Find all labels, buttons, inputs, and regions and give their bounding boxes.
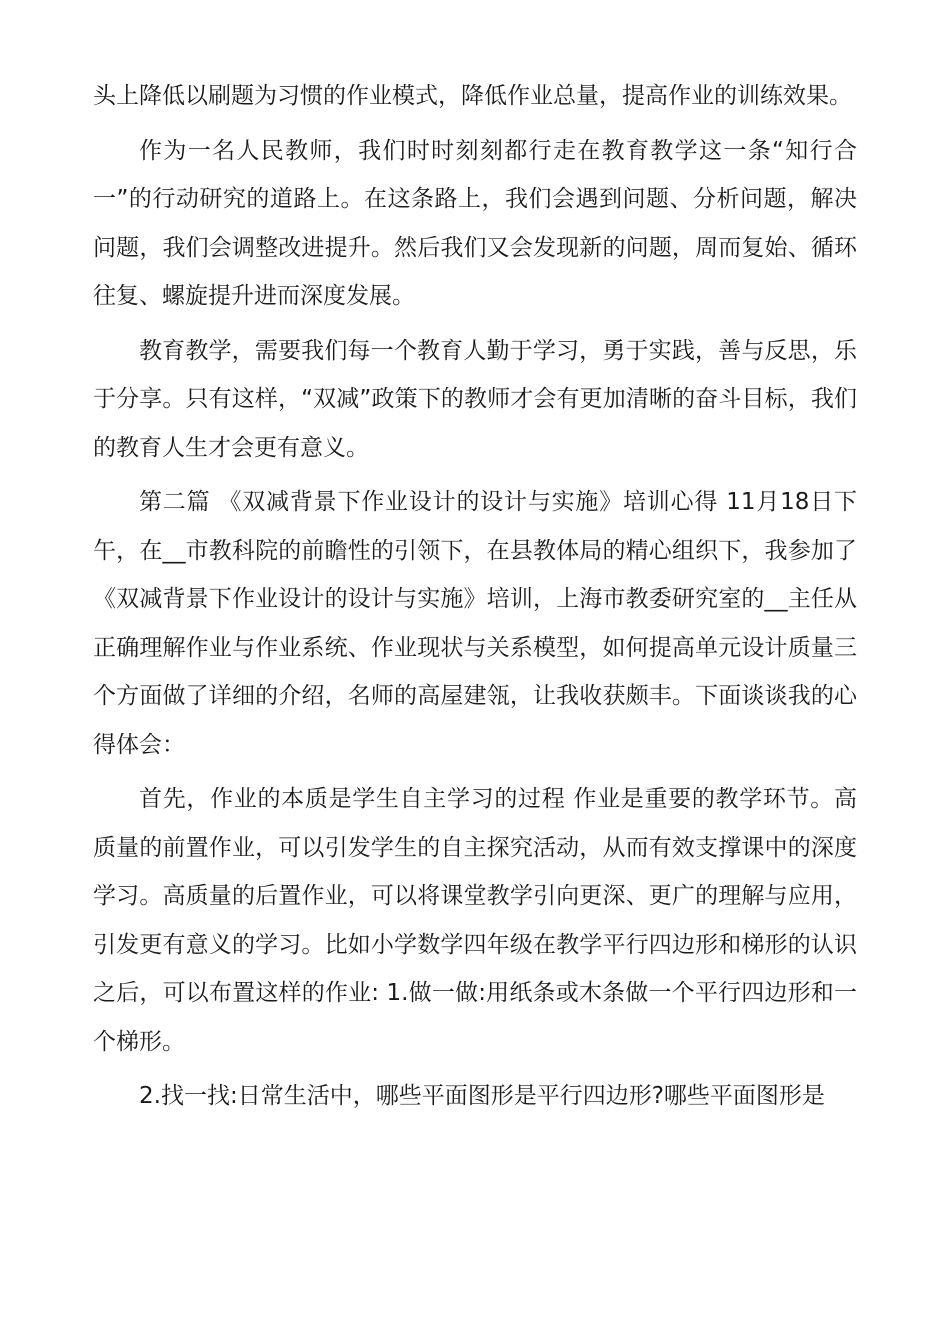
paragraph-find-shapes: 2.找一找:日常生活中，哪些平面图形是平行四边形?哪些平面图形是 <box>139 1083 825 1109</box>
paragraph-continuation: 头上降低以刷题为习惯的作业模式，降低作业总量，提高作业的训练效果。 <box>93 83 852 109</box>
paragraph-second-article: 第二篇 《双减背景下作业设计的设计与实施》培训心得 11月18日下午，在__市教科院的前瞻性的引领下，在县教体局的精心组织下，我参加了《双减背景下作业设计的设计与实施》培训，上海市教委研究室的__主任从正确理解作业与作业系统、作业现状与关系模型，如何提高单元设计质量三个方面做了详细的介绍，名师的高屋建瓴，让我收获颇丰。下面谈谈我的心得体会： <box>93 489 857 758</box>
document-body <box>93 72 857 1127</box>
paragraph-homework-essence: 首先，作业的本质是学生自主学习的过程 作业是重要的教学环节。高质量的前置作业，可以引发学生的自主探究活动，从而有效支撑课中的深度学习。高质量的后置作业，可以将课堂教学引向更深、更广的理解与应用，引发更有意义的学习。比如小学数学四年级在教学平行四边形和梯形的认识之后，可以布置这样的作业: 1.做一做:用纸条或木条做一个平行四边形和一个梯形。 <box>93 786 857 1055</box>
paragraph-education-teaching: 教育教学，需要我们每一个教育人勤于学习，勇于实践，善与反思，乐于分享。只有这样，“双减”政策下的教师才会有更加清晰的奋斗目标，我们的教育人生才会更有意义。 <box>93 337 857 461</box>
paragraph-teacher-reflection: 作为一名人民教师，我们时时刻刻都行走在教育教学这一条“知行合一”的行动研究的道路上。在这条路上，我们会遇到问题、分析问题，解决问题，我们会调整改进提升。然后我们又会发现新的问题，周而复始、循环往复、螺旋提升进而深度发展。 <box>93 137 857 309</box>
